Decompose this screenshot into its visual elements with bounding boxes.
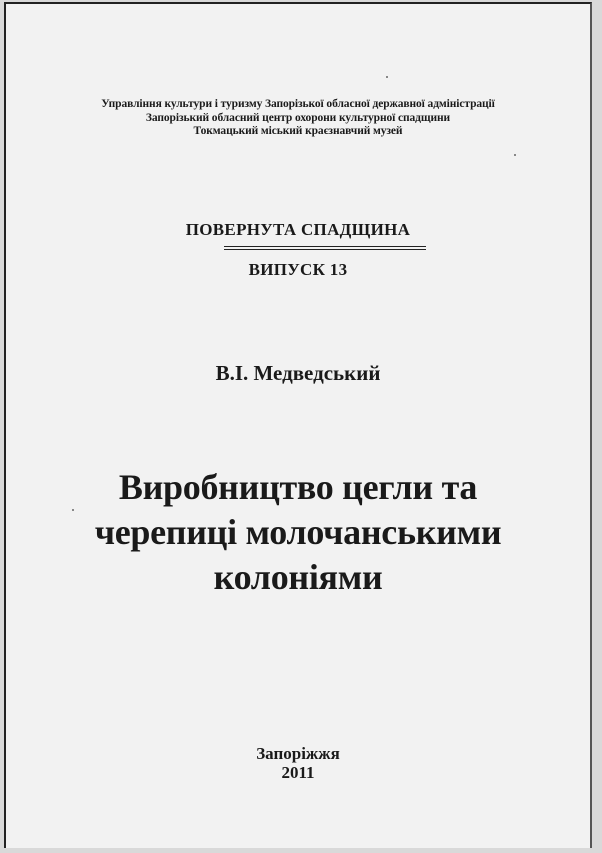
title-line-3: колоніями [213, 557, 383, 597]
author-name: В.І. Медведський [215, 361, 381, 385]
title-line-2: черепиці молочанськими [94, 512, 502, 552]
double-rule-top [224, 246, 426, 247]
scan-speck [72, 509, 74, 511]
series-name: ПОВЕРНУТА СПАДЩИНА [185, 220, 411, 239]
title-page [4, 2, 592, 848]
double-rule-bottom [224, 249, 426, 250]
institution-line-2: Запорізький обласний центр охорони культурної спадщини [145, 112, 451, 124]
title-line-1: Виробництво цегли та [118, 467, 478, 507]
institution-line-1: Управління культури і туризму Запорізької обласної державної адміністрації [101, 98, 495, 110]
issue-number: ВИПУСК 13 [248, 260, 348, 279]
imprint-city: Запоріжжя [256, 744, 340, 763]
institution-line-3: Токмацький міський краєзнавчий музей [193, 125, 403, 137]
scan-speck [386, 76, 388, 78]
imprint-year: 2011 [281, 763, 315, 782]
scan-speck [514, 154, 516, 156]
